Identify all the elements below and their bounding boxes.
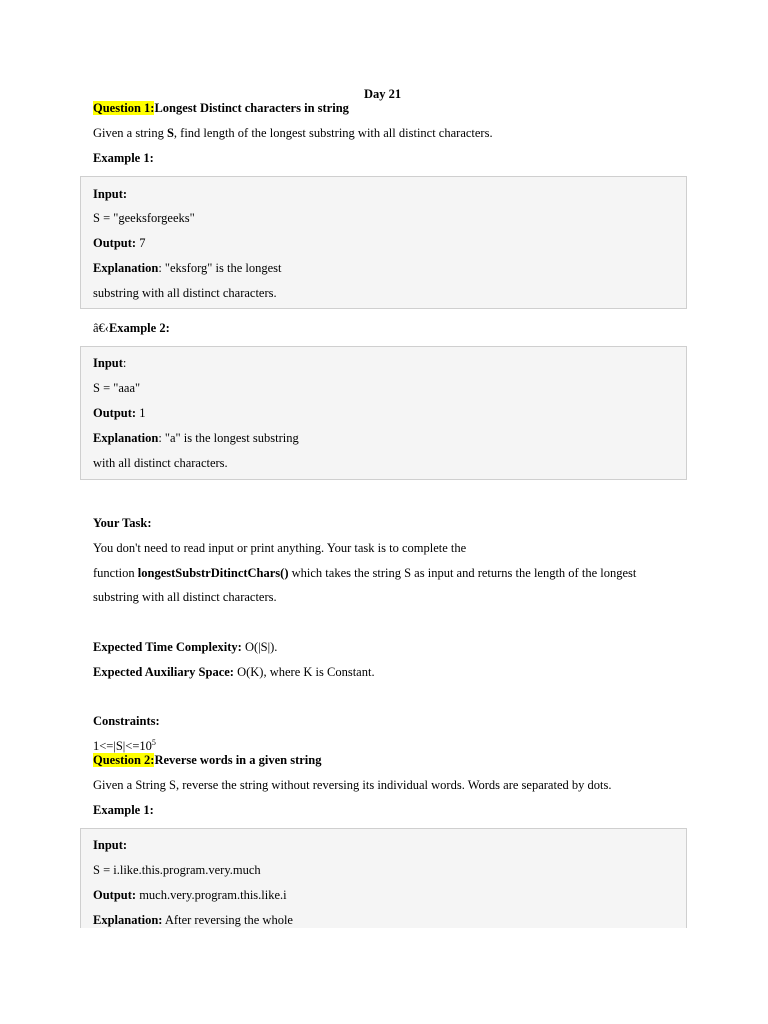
auxiliary-space xyxy=(93,665,375,680)
question-1-label: Question 1: xyxy=(93,101,155,115)
example-2-input-label xyxy=(93,356,126,371)
constraint-exponent: 5 xyxy=(151,737,156,747)
example-2-heading xyxy=(93,321,170,336)
your-task-heading: Your Task: xyxy=(93,516,152,530)
task-line-1: You don't need to read input or print anything. Your task is to complete the xyxy=(93,541,467,555)
example-1-output xyxy=(93,236,145,251)
output-value: much.very.program.this.like.i xyxy=(136,888,287,902)
question-1-title: Longest Distinct characters in string xyxy=(154,101,349,115)
example-2-heading-text: Example 2: xyxy=(108,321,170,335)
space-value: O(K), where K is Constant. xyxy=(233,665,375,679)
q2-example-1-input-value: S = i.like.this.program.very.much xyxy=(93,863,261,877)
output-label: Output: xyxy=(93,236,137,250)
example-2-input-value: S = "aaa" xyxy=(93,381,141,395)
q2-example-1-heading: Example 1: xyxy=(93,803,154,817)
q2-example-1-explanation xyxy=(93,913,293,928)
task-line-3: substring with all distinct characters. xyxy=(93,590,277,604)
explanation-text: : "a" is the longest substring xyxy=(158,431,299,445)
stray-characters: â€‹ xyxy=(93,321,109,335)
example-2-explanation-cont: with all distinct characters. xyxy=(93,456,228,470)
explanation-text: After reversing the whole xyxy=(162,913,293,927)
page-title: Day 21 xyxy=(364,87,402,101)
time-label: Expected Time Complexity: xyxy=(93,640,242,654)
example-1-explanation xyxy=(93,261,281,276)
desc-text: Given a string xyxy=(93,126,167,140)
example-2-output xyxy=(93,406,145,421)
question-2-description: Given a String S, reverse the string without reversing its individual words. Words are separated by dots. xyxy=(93,778,612,792)
output-value: 7 xyxy=(136,236,146,250)
example-1-heading: Example 1: xyxy=(93,151,154,165)
explanation-label: Explanation xyxy=(93,431,159,445)
desc-bold: S xyxy=(166,126,174,140)
question-2-title: Reverse words in a given string xyxy=(154,753,322,767)
constraint-text xyxy=(93,739,156,754)
task-text: function xyxy=(93,566,138,580)
input-label: Input xyxy=(93,356,123,370)
task-line-2 xyxy=(93,566,636,581)
output-label: Output: xyxy=(93,406,137,420)
q2-example-1-input-label: Input: xyxy=(93,838,128,852)
function-name: longestSubstrDitinctChars() xyxy=(137,566,289,580)
task-text-end: which takes the string S as input and returns the length of the longest xyxy=(288,566,637,580)
output-value: 1 xyxy=(136,406,146,420)
example-1-input-label: Input: xyxy=(93,187,128,201)
explanation-label: Explanation: xyxy=(93,913,163,927)
output-label: Output: xyxy=(93,888,137,902)
question-1-heading xyxy=(93,101,349,116)
space-label: Expected Auxiliary Space: xyxy=(93,665,234,679)
time-complexity xyxy=(93,640,277,655)
constraints-heading: Constraints: xyxy=(93,714,160,728)
explanation-text: : "eksforg" is the longest xyxy=(158,261,282,275)
question-1-description xyxy=(93,126,493,141)
example-1-input-value: S = "geeksforgeeks" xyxy=(93,211,195,225)
constraint-base: 1<=|S|<=10 xyxy=(93,739,152,753)
question-2-heading xyxy=(93,753,321,768)
desc-text-end: , find length of the longest substring with all distinct characters. xyxy=(173,126,493,140)
example-1-explanation-cont: substring with all distinct characters. xyxy=(93,286,277,300)
time-value: O(|S|). xyxy=(241,640,278,654)
question-2-label: Question 2: xyxy=(93,753,155,767)
q2-example-1-output xyxy=(93,888,287,903)
input-colon: : xyxy=(122,356,127,370)
explanation-label: Explanation xyxy=(93,261,159,275)
example-2-explanation xyxy=(93,431,299,446)
